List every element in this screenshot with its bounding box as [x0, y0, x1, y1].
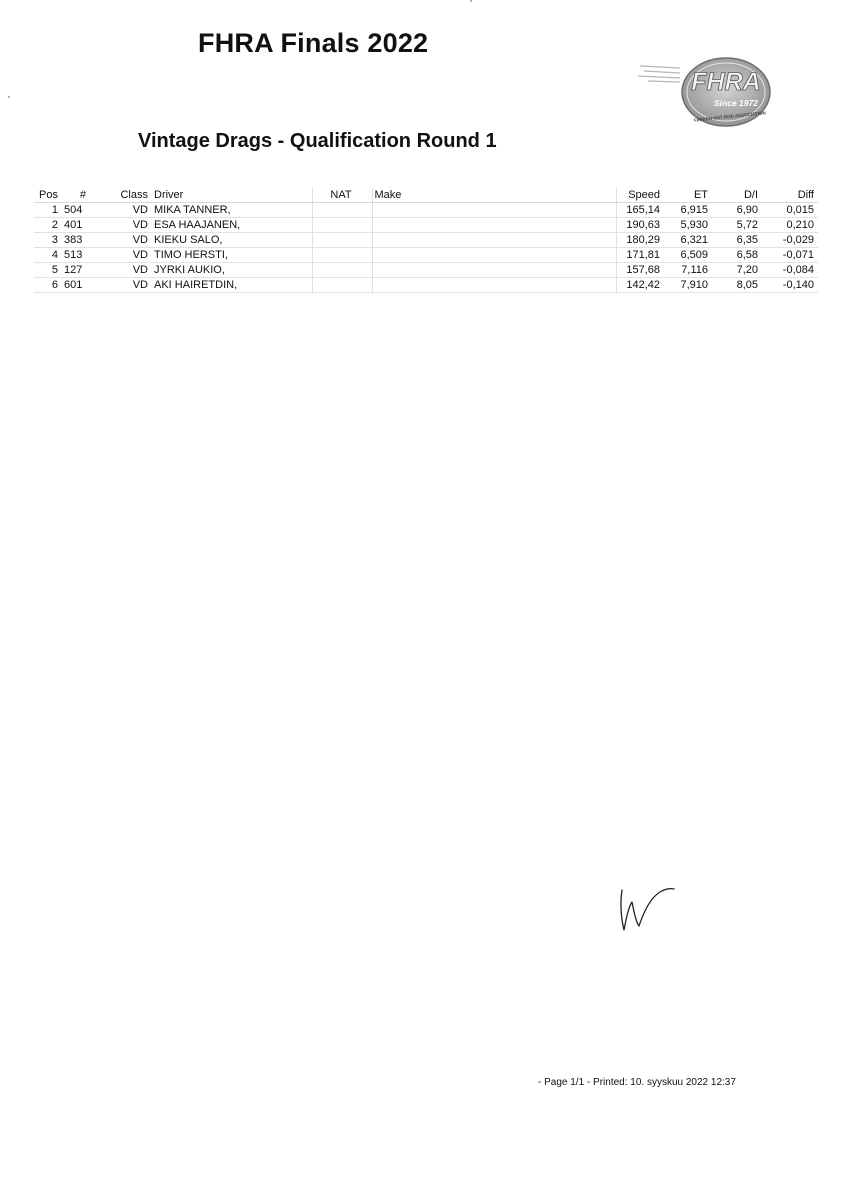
cell-diff: -0,029: [762, 233, 818, 248]
cell-di: 8,05: [712, 278, 762, 293]
cell-number: 504: [62, 203, 90, 218]
col-header-di: D/I: [712, 188, 762, 203]
cell-di: 6,35: [712, 233, 762, 248]
cell-driver: MIKA TANNER,: [152, 203, 312, 218]
col-header-class: Class: [90, 188, 152, 203]
cell-diff: -0,071: [762, 248, 818, 263]
logo-wordmark: FHRA: [691, 68, 761, 96]
cell-pos: 3: [34, 233, 62, 248]
table-header-row: [34, 188, 818, 203]
logo-since: Since 1972: [714, 98, 758, 108]
col-header-number: #: [62, 188, 90, 203]
cell-diff: -0,084: [762, 263, 818, 278]
cell-di: 5,72: [712, 218, 762, 233]
cell-speed: 171,81: [616, 248, 664, 263]
cell-class: VD: [90, 263, 152, 278]
cell-pos: 5: [34, 263, 62, 278]
scan-speck: [470, 0, 472, 2]
cell-di: 6,58: [712, 248, 762, 263]
cell-pos: 2: [34, 218, 62, 233]
col-header-diff: Diff: [762, 188, 818, 203]
cell-class: VD: [90, 278, 152, 293]
cell-class: VD: [90, 218, 152, 233]
col-header-nat: NAT: [312, 188, 372, 203]
cell-driver: TIMO HERSTI,: [152, 248, 312, 263]
table-row: [34, 218, 818, 233]
page-footer: - Page 1/1 - Printed: 10. syyskuu 2022 12:37: [538, 1077, 736, 1088]
cell-diff: -0,140: [762, 278, 818, 293]
cell-make: [372, 263, 616, 278]
cell-et: 5,930: [664, 218, 712, 233]
cell-driver: ESA HAAJANEN,: [152, 218, 312, 233]
cell-di: 7,20: [712, 263, 762, 278]
cell-speed: 165,14: [616, 203, 664, 218]
cell-class: VD: [90, 233, 152, 248]
cell-speed: 142,42: [616, 278, 664, 293]
cell-number: 601: [62, 278, 90, 293]
cell-nat: [312, 218, 372, 233]
cell-driver: JYRKI AUKIO,: [152, 263, 312, 278]
col-header-make: Make: [372, 188, 616, 203]
cell-et: 6,915: [664, 203, 712, 218]
event-title: FHRA Finals 2022: [198, 28, 429, 58]
cell-class: VD: [90, 203, 152, 218]
cell-make: [372, 203, 616, 218]
cell-et: 7,910: [664, 278, 712, 293]
fhra-logo: [636, 52, 772, 132]
cell-nat: [312, 233, 372, 248]
cell-make: [372, 248, 616, 263]
table-row: [34, 248, 818, 263]
cell-nat: [312, 203, 372, 218]
cell-di: 6,90: [712, 203, 762, 218]
cell-nat: [312, 248, 372, 263]
cell-driver: AKI HAIRETDIN,: [152, 278, 312, 293]
cell-class: VD: [90, 248, 152, 263]
cell-diff: 0,210: [762, 218, 818, 233]
col-header-speed: Speed: [616, 188, 664, 203]
cell-make: [372, 233, 616, 248]
cell-et: 6,509: [664, 248, 712, 263]
table-row: [34, 278, 818, 293]
cell-speed: 180,29: [616, 233, 664, 248]
cell-make: [372, 278, 616, 293]
cell-pos: 6: [34, 278, 62, 293]
cell-speed: 190,63: [616, 218, 664, 233]
cell-make: [372, 218, 616, 233]
cell-number: 513: [62, 248, 90, 263]
round-title: Vintage Drags - Qualification Round 1: [138, 130, 497, 152]
table-row: [34, 203, 818, 218]
results-table: [34, 188, 818, 293]
handwritten-signature: [612, 880, 676, 936]
col-header-driver: Driver: [152, 188, 312, 203]
cell-et: 6,321: [664, 233, 712, 248]
col-header-et: ET: [664, 188, 712, 203]
table-row: [34, 233, 818, 248]
cell-number: 383: [62, 233, 90, 248]
cell-driver: KIEKU SALO,: [152, 233, 312, 248]
scan-speck: [8, 96, 10, 98]
cell-nat: [312, 278, 372, 293]
table-row: [34, 263, 818, 278]
logo-organization: FINNISH HOT ROD ASSOCIATION: [693, 110, 766, 123]
cell-number: 127: [62, 263, 90, 278]
cell-pos: 4: [34, 248, 62, 263]
col-header-pos: Pos: [34, 188, 62, 203]
cell-number: 401: [62, 218, 90, 233]
cell-et: 7,116: [664, 263, 712, 278]
cell-speed: 157,68: [616, 263, 664, 278]
cell-pos: 1: [34, 203, 62, 218]
cell-nat: [312, 263, 372, 278]
cell-diff: 0,015: [762, 203, 818, 218]
